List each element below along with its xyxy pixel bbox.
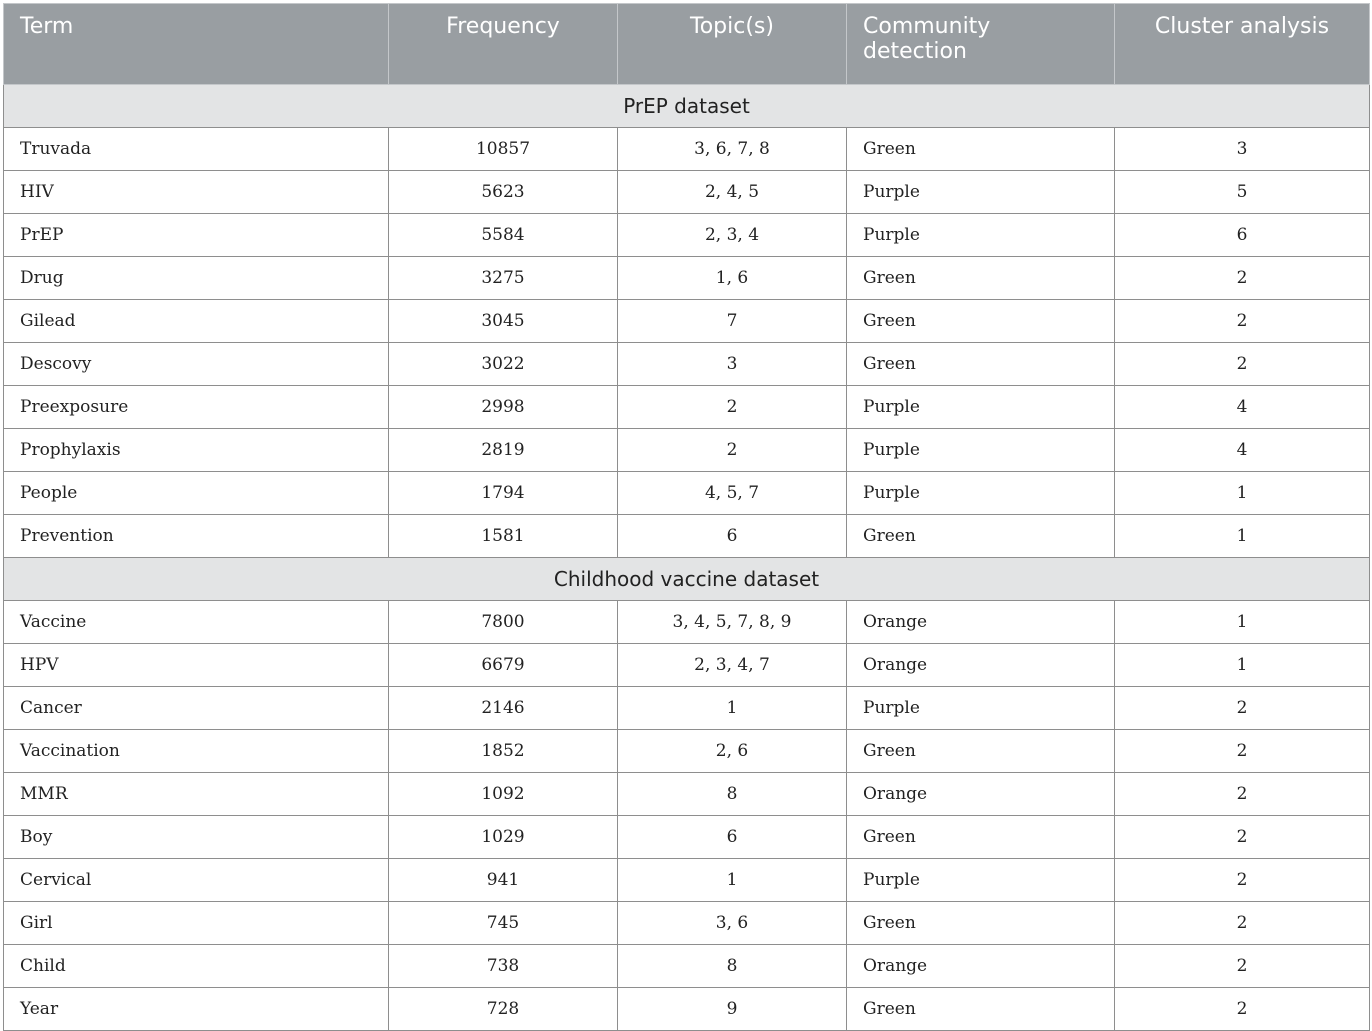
frequency-cell: 2819 [389,429,618,472]
cluster-cell: 2 [1115,730,1370,773]
cluster-cell: 2 [1115,300,1370,343]
table-row [4,300,1370,343]
topics-cell: 2 [618,386,847,429]
frequency-cell: 5584 [389,214,618,257]
table-header [4,4,1370,85]
cluster-cell: 3 [1115,128,1370,171]
topics-cell: 7 [618,300,847,343]
frequency-cell: 6679 [389,644,618,687]
table-row [4,687,1370,730]
topics-cell: 1 [618,687,847,730]
cluster-cell: 1 [1115,644,1370,687]
frequency-cell: 7800 [389,601,618,644]
cluster-cell: 1 [1115,472,1370,515]
topics-cell: 8 [618,773,847,816]
term-cell: Cervical [4,859,389,902]
frequency-cell: 1852 [389,730,618,773]
topics-cell: 9 [618,988,847,1031]
frequency-cell: 941 [389,859,618,902]
cluster-cell: 5 [1115,171,1370,214]
table-row [4,601,1370,644]
frequency-cell: 1794 [389,472,618,515]
term-cell: Descovy [4,343,389,386]
cluster-cell: 4 [1115,386,1370,429]
cluster-cell: 1 [1115,515,1370,558]
topics-cell: 3 [618,343,847,386]
frequency-cell: 2998 [389,386,618,429]
table-row [4,128,1370,171]
topics-cell: 3, 6, 7, 8 [618,128,847,171]
table-row [4,429,1370,472]
term-cell: Cancer [4,687,389,730]
section-header-row [4,85,1370,128]
table-row [4,816,1370,859]
community-cell: Orange [847,644,1115,687]
term-cell: Preexposure [4,386,389,429]
frequency-cell: 3022 [389,343,618,386]
column-header-cluster-analysis: Cluster analysis [1115,4,1370,85]
cluster-cell: 2 [1115,859,1370,902]
cluster-cell: 2 [1115,687,1370,730]
topics-cell: 1, 6 [618,257,847,300]
term-cell: Drug [4,257,389,300]
table-row [4,171,1370,214]
community-cell: Orange [847,773,1115,816]
topics-cell: 2, 3, 4 [618,214,847,257]
community-cell: Orange [847,601,1115,644]
table-row [4,773,1370,816]
term-cell: Year [4,988,389,1031]
term-cell: Truvada [4,128,389,171]
table-row [4,988,1370,1031]
community-cell: Green [847,128,1115,171]
term-cell: PrEP [4,214,389,257]
frequency-cell: 1092 [389,773,618,816]
frequency-cell: 1029 [389,816,618,859]
term-cell: Vaccination [4,730,389,773]
topics-cell: 1 [618,859,847,902]
frequency-cell: 3045 [389,300,618,343]
topics-cell: 6 [618,515,847,558]
community-cell: Green [847,257,1115,300]
table-row [4,214,1370,257]
frequency-cell: 728 [389,988,618,1031]
cluster-cell: 2 [1115,816,1370,859]
community-cell: Green [847,730,1115,773]
cluster-cell: 2 [1115,343,1370,386]
topics-cell: 2, 4, 5 [618,171,847,214]
topics-cell: 8 [618,945,847,988]
community-cell: Green [847,988,1115,1031]
term-cell: Girl [4,902,389,945]
cluster-cell: 1 [1115,601,1370,644]
table-row [4,644,1370,687]
topics-cell: 3, 4, 5, 7, 8, 9 [618,601,847,644]
table-row [4,902,1370,945]
terms-table [3,3,1370,1031]
frequency-cell: 3275 [389,257,618,300]
cluster-cell: 2 [1115,773,1370,816]
term-cell: Vaccine [4,601,389,644]
table-row [4,386,1370,429]
term-cell: Boy [4,816,389,859]
community-cell: Green [847,300,1115,343]
term-cell: Prophylaxis [4,429,389,472]
frequency-cell: 745 [389,902,618,945]
topics-cell: 2, 6 [618,730,847,773]
table-row [4,730,1370,773]
community-cell: Purple [847,472,1115,515]
cluster-cell: 2 [1115,902,1370,945]
table-row [4,472,1370,515]
table-row [4,859,1370,902]
topics-cell: 6 [618,816,847,859]
cluster-cell: 2 [1115,257,1370,300]
column-header-community-detection: Community detection [847,4,1115,85]
term-cell: Child [4,945,389,988]
community-cell: Purple [847,214,1115,257]
frequency-cell: 10857 [389,128,618,171]
community-cell: Green [847,816,1115,859]
section-title: Childhood vaccine dataset [4,558,1370,601]
community-cell: Green [847,515,1115,558]
table-row [4,257,1370,300]
term-cell: HIV [4,171,389,214]
term-cell: People [4,472,389,515]
table-row [4,343,1370,386]
cluster-cell: 4 [1115,429,1370,472]
community-cell: Purple [847,171,1115,214]
table-body [4,85,1370,1031]
cluster-cell: 2 [1115,988,1370,1031]
community-cell: Purple [847,429,1115,472]
community-cell: Green [847,343,1115,386]
community-cell: Purple [847,859,1115,902]
cluster-cell: 2 [1115,945,1370,988]
topics-cell: 4, 5, 7 [618,472,847,515]
section-title: PrEP dataset [4,85,1370,128]
term-cell: HPV [4,644,389,687]
table-row [4,945,1370,988]
table-row [4,515,1370,558]
column-header-topics: Topic(s) [618,4,847,85]
community-cell: Green [847,902,1115,945]
community-cell: Purple [847,687,1115,730]
column-header-term: Term [4,4,389,85]
frequency-cell: 738 [389,945,618,988]
community-cell: Orange [847,945,1115,988]
column-header-frequency: Frequency [389,4,618,85]
community-cell: Purple [847,386,1115,429]
term-cell: Prevention [4,515,389,558]
frequency-cell: 1581 [389,515,618,558]
frequency-cell: 5623 [389,171,618,214]
topics-cell: 2, 3, 4, 7 [618,644,847,687]
cluster-cell: 6 [1115,214,1370,257]
topics-cell: 2 [618,429,847,472]
topics-cell: 3, 6 [618,902,847,945]
frequency-cell: 2146 [389,687,618,730]
section-header-row [4,558,1370,601]
term-cell: MMR [4,773,389,816]
term-cell: Gilead [4,300,389,343]
